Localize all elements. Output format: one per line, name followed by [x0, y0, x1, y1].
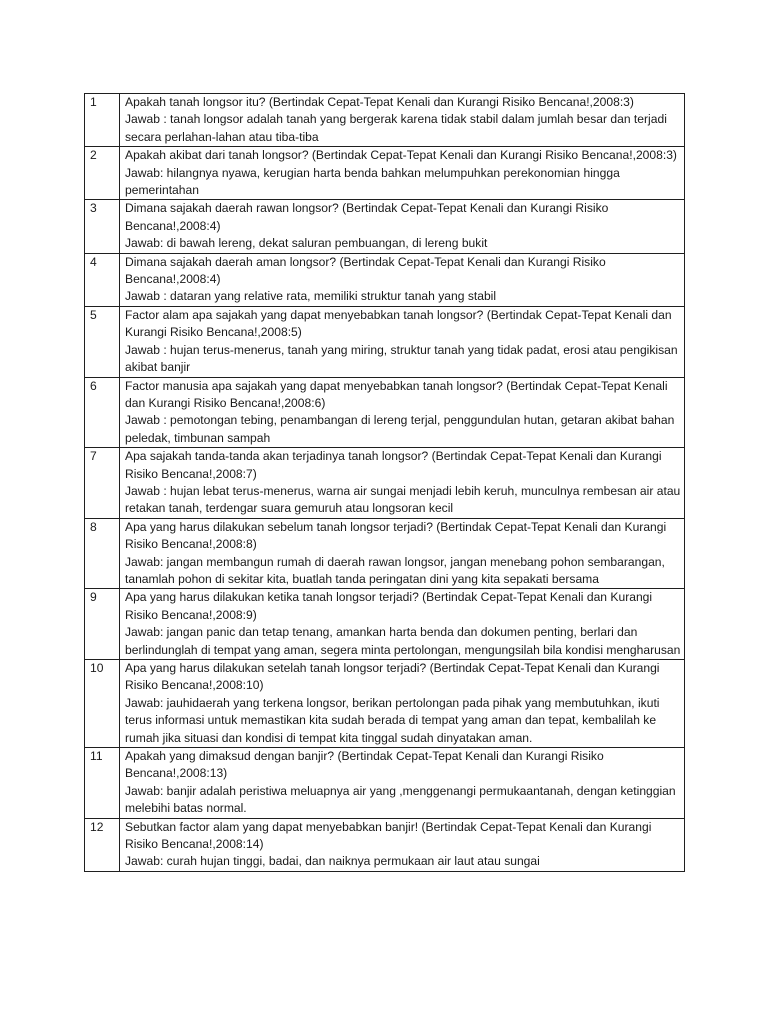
row-content — [120, 660, 685, 748]
row-number: 1 — [85, 94, 120, 147]
answer-text: Jawab: di bawah lereng, dekat saluran pembuangan, di lereng bukit — [125, 236, 488, 251]
row-number: 10 — [85, 660, 120, 748]
table-row — [85, 253, 685, 306]
table-row — [85, 94, 685, 147]
question-text: Factor manusia apa sajakah yang dapat menyebabkan tanah longsor? (Bertindak Cepat-Tepat Kenali dan Kurangi Risiko Bencana!,2008:6) — [125, 378, 668, 410]
row-content — [120, 589, 685, 660]
table-row — [85, 660, 685, 748]
answer-text: Jawab : tanah longsor adalah tanah yang bergerak karena tidak stabil dalam jumlah besar dan terjadi secara perlahan-lahan atau tiba-tiba — [125, 112, 667, 144]
row-number: 5 — [85, 306, 120, 377]
row-content — [120, 448, 685, 519]
table-row — [85, 518, 685, 589]
answer-text: Jawab : hujan terus-menerus, tanah yang miring, struktur tanah yang tidak padat, erosi atau pengikisan akibat banjir — [125, 342, 678, 375]
question-text: Apa sajakah tanda-tanda akan terjadinya tanah longsor? (Bertindak Cepat-Tepat Kenali dan Kurangi Risiko Bencana!,2008:7) — [125, 449, 662, 481]
row-number: 2 — [85, 147, 120, 200]
answer-text: Jawab: jauhidaerah yang terkena longsor, berikan pertolongan pada pihak yang membutuhkan, ikuti terus informasi untuk memastikan kita sudah berada di tempat yang aman dan tepat, kembalilah ke rumah jika situasi dan kondisi di tempat kita tinggal sudah dinyatakan aman. — [125, 695, 660, 745]
row-number: 4 — [85, 253, 120, 306]
row-content — [120, 818, 685, 871]
row-number: 7 — [85, 448, 120, 519]
row-content — [120, 200, 685, 253]
table-row — [85, 147, 685, 200]
row-content — [120, 518, 685, 589]
question-text: Apakah yang dimaksud dengan banjir? (Bertindak Cepat-Tepat Kenali dan Kurangi Risiko Bencana!,2008:13) — [125, 749, 604, 781]
table-row — [85, 448, 685, 519]
row-number: 12 — [85, 818, 120, 871]
row-number: 11 — [85, 748, 120, 819]
row-content — [120, 147, 685, 200]
question-text: Factor alam apa sajakah yang dapat menyebabkan tanah longsor? (Bertindak Cepat-Tepat Kenali dan Kurangi Risiko Bencana!,2008:5) — [125, 307, 672, 340]
table-row — [85, 306, 685, 377]
question-text: Apa yang harus dilakukan sebelum tanah longsor terjadi? (Bertindak Cepat-Tepat Kenali dan Kurangi Risiko Bencana!,2008:8) — [125, 519, 667, 552]
table-row — [85, 818, 685, 871]
row-content — [120, 377, 685, 448]
answer-text: Jawab : pemotongan tebing, penambangan di lereng terjal, penggundulan hutan, getaran akibat bahan peledak, timbunan sampah — [125, 413, 675, 445]
qa-table-body — [85, 94, 685, 872]
answer-text: Jawab: banjir adalah peristiwa meluapnya air yang ,menggenangi permukaantanah, dengan ketinggian melebihi batas normal. — [125, 783, 676, 816]
table-row — [85, 748, 685, 819]
table-row — [85, 589, 685, 660]
row-content — [120, 94, 685, 147]
row-content — [120, 253, 685, 306]
table-row — [85, 200, 685, 253]
answer-text: Jawab : dataran yang relative rata, memiliki struktur tanah yang stabil — [125, 289, 497, 304]
row-number: 6 — [85, 377, 120, 448]
row-number: 8 — [85, 518, 120, 589]
answer-text: Jawab: curah hujan tinggi, badai, dan naiknya permukaan air laut atau sungai — [125, 854, 540, 869]
question-text: Dimana sajakah daerah rawan longsor? (Bertindak Cepat-Tepat Kenali dan Kurangi Risiko Bencana!,2008:4) — [125, 201, 609, 233]
qa-table — [84, 93, 685, 872]
row-content — [120, 748, 685, 819]
question-text: Apakah tanah longsor itu? (Bertindak Cepat-Tepat Kenali dan Kurangi Risiko Bencana!,2008:3) — [125, 95, 634, 109]
table-row — [85, 377, 685, 448]
row-number: 9 — [85, 589, 120, 660]
row-content — [120, 306, 685, 377]
answer-text: Jawab: hilangnya nyawa, kerugian harta benda bahkan melumpuhkan perekonomian hingga pemerintahan — [125, 165, 620, 198]
row-number: 3 — [85, 200, 120, 253]
question-text: Dimana sajakah daerah aman longsor? (Bertindak Cepat-Tepat Kenali dan Kurangi Risiko Bencana!,2008:4) — [125, 254, 606, 287]
question-text: Apakah akibat dari tanah longsor? (Bertindak Cepat-Tepat Kenali dan Kurangi Risiko Bencana!,2008:3) — [125, 148, 677, 163]
answer-text: Jawab : hujan lebat terus-menerus, warna air sungai menjadi lebih keruh, munculnya rembesan air atau retakan tanah, terdengar suara gemuruh atau longsoran kecil — [125, 483, 681, 516]
question-text: Apa yang harus dilakukan ketika tanah longsor terjadi? (Bertindak Cepat-Tepat Kenali dan Kurangi Risiko Bencana!,2008:9) — [125, 590, 653, 622]
question-text: Sebutkan factor alam yang dapat menyebabkan banjir! (Bertindak Cepat-Tepat Kenali dan Kurangi Risiko Bencana!,2008:14) — [125, 819, 652, 852]
answer-text: Jawab: jangan panic dan tetap tenang, amankan harta benda dan dokumen penting, berlari dan berlindunglah di tempat yang aman, segera minta pertolongan, mengungsilah bila kondisi mengharusan — [125, 625, 681, 657]
question-text: Apa yang harus dilakukan setelah tanah longsor terjadi? (Bertindak Cepat-Tepat Kenali dan Kurangi Risiko Bencana!,2008:10) — [125, 661, 660, 693]
answer-text: Jawab: jangan membangun rumah di daerah rawan longsor, jangan menebang pohon sembarangan, tanamlah pohon di sekitar kita, buatlah tanda peringatan dini yang kita sepakati bersama — [125, 554, 665, 586]
